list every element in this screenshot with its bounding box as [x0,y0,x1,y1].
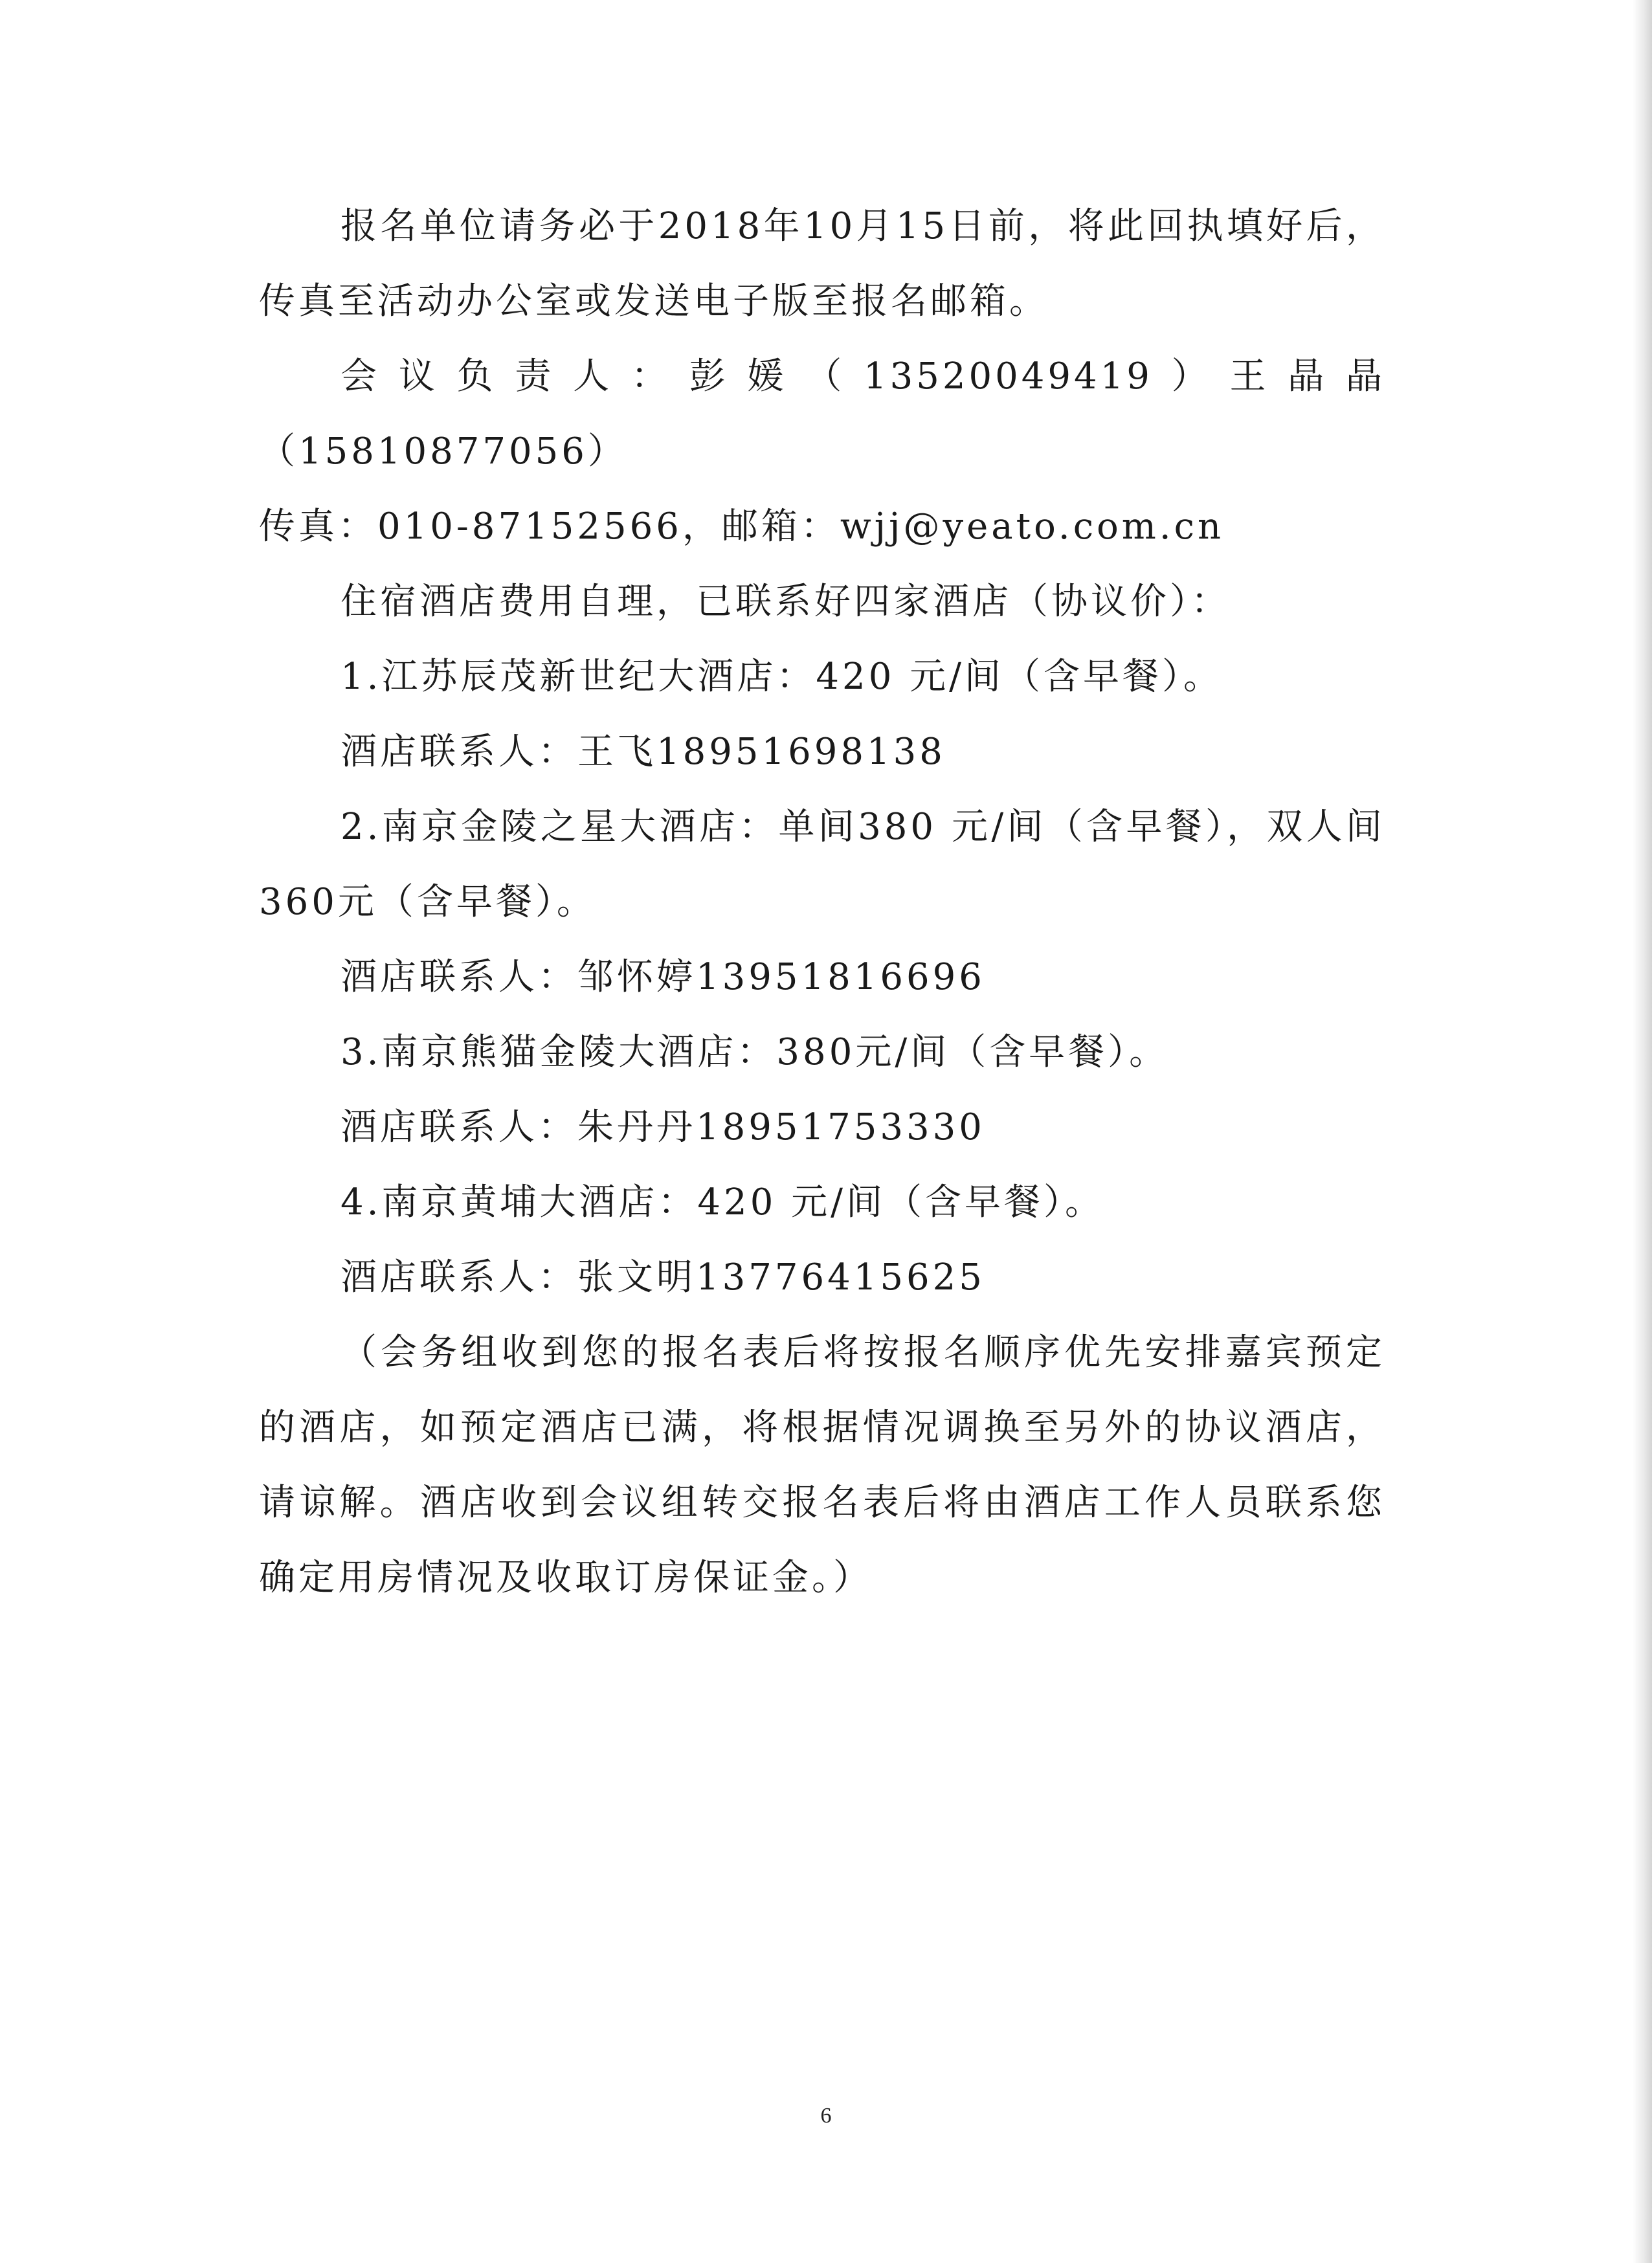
paragraph-note: （会务组收到您的报名表后将按报名顺序优先安排嘉宾预定的酒店，如预定酒店已满，将根据情况调换至另外的协议酒店，请谅解。酒店收到会议组转交报名表后将由酒店工作人员联系您确定用房情况及收取订房保证金。） [259,1332,1385,1599]
paragraph-hotel-1-contact: 酒店联系人：王飞18951698138 [340,731,946,773]
paragraph-deadline: 报名单位请务必于2018年10月15日前，将此回执填好后，传真至活动办公室或发送电子版至报名邮箱。 [259,205,1385,322]
page-number: 6 [820,2104,832,2128]
paragraph-lodging-intro: 住宿酒店费用自理，已联系好四家酒店（协议价）： [340,581,1231,623]
paragraph-hotel-4: 4.南京黄埔大酒店：420 元/间（含早餐）。 [340,1181,1104,1223]
paragraph-hotel-1: 1.江苏辰茂新世纪大酒店：420 元/间（含早餐）。 [340,656,1223,698]
paragraph-hotel-2: 2.南京金陵之星大酒店：单间380 元/间（含早餐），双人间360元（含早餐）。 [259,806,1386,923]
paragraph-fax-email: 传真：010-87152566，邮箱：wjj@yeato.com.cn [259,506,1225,548]
paragraph-hotel-4-contact: 酒店联系人：张文明13776415625 [340,1256,985,1299]
paragraph-hotel-2-contact: 酒店联系人：邹怀婷13951816696 [340,956,985,998]
paragraph-hotel-3: 3.南京熊猫金陵大酒店：380元/间（含早餐）。 [340,1031,1169,1073]
paragraph-hotel-3-contact: 酒店联系人：朱丹丹18951753330 [340,1106,985,1148]
paragraph-contacts: 会议负责人：彭媛（13520049419）王晶晶（15810877056） [259,355,1385,473]
scan-edge-shadow [1633,0,1652,2263]
document-body [259,189,1385,1616]
